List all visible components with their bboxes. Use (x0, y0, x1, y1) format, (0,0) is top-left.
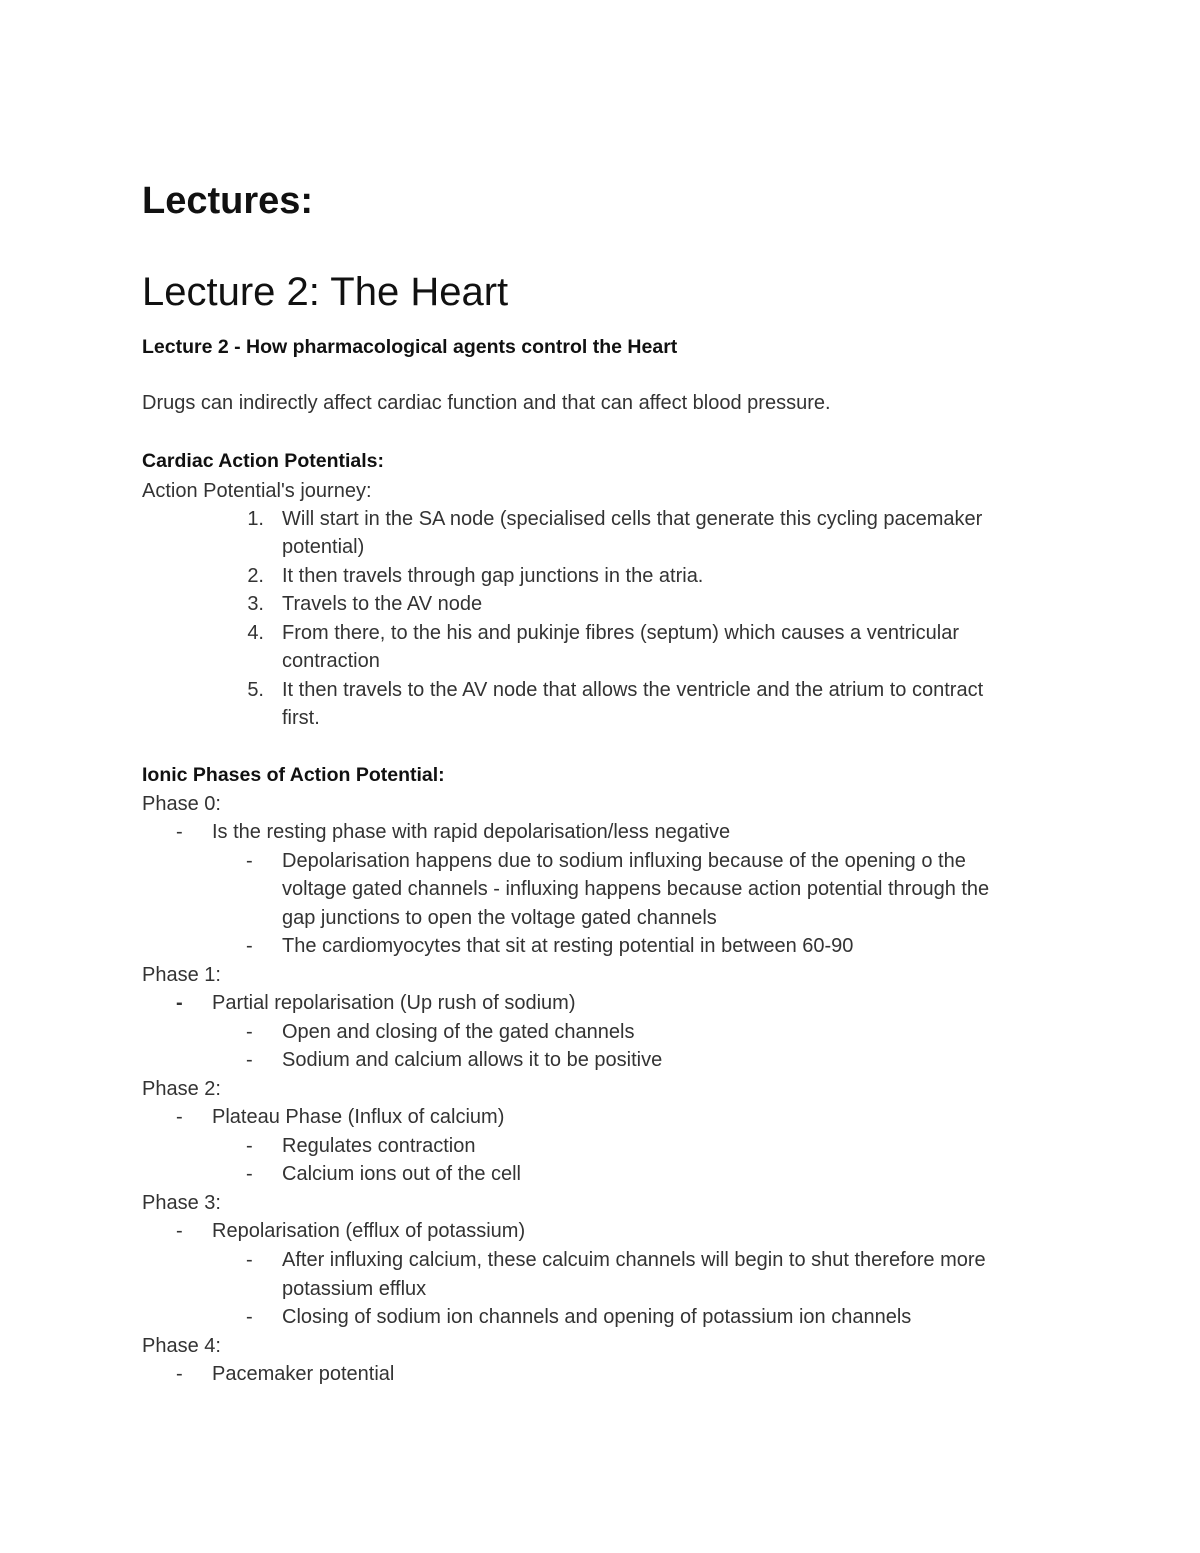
phase-bullet: Pacemaker potential (212, 1363, 395, 1385)
bullet-dash: - (176, 992, 183, 1014)
phase-label: Phase 1: (142, 964, 221, 986)
sub-bullet-dash: - (246, 1306, 253, 1328)
sub-bullet-text: Sodium and calcium allows it to be positive (282, 1049, 663, 1071)
sub-bullet-dash: - (246, 1049, 253, 1071)
sub-bullet-text: The cardiomyocytes that sit at resting potential in between 60-90 (282, 935, 854, 957)
sub-bullet-text: After influxing calcium, these calcuim channels will begin to shut therefore more (282, 1249, 986, 1271)
step-text: contraction (282, 650, 380, 672)
lecture-subtitle: Lecture 2 - How pharmacological agents control the Heart (142, 336, 678, 358)
step-number: 4. (247, 622, 264, 644)
sub-bullet-text: gap junctions to open the voltage gated channels (282, 907, 717, 929)
phase-bullet: Repolarisation (efflux of potassium) (212, 1220, 526, 1242)
bullet-dash: - (176, 1220, 183, 1242)
phase-bullet: Partial repolarisation (Up rush of sodium) (212, 992, 576, 1014)
sub-bullet-dash: - (246, 1249, 253, 1271)
ionic-heading: Ionic Phases of Action Potential: (142, 764, 445, 786)
step-text: It then travels through gap junctions in the atria. (282, 565, 704, 587)
step-text: first. (282, 707, 320, 729)
phase-label: Phase 3: (142, 1192, 221, 1214)
intro-paragraph: Drugs can indirectly affect cardiac function and that can affect blood pressure. (142, 392, 831, 414)
sub-bullet-dash: - (246, 1163, 253, 1185)
sub-bullet-dash: - (246, 1135, 253, 1157)
sub-bullet-dash: - (246, 850, 253, 872)
sub-bullet-text: Calcium ions out of the cell (282, 1163, 522, 1185)
phase-label: Phase 0: (142, 793, 221, 815)
heading-lecture-2: Lecture 2: The Heart (142, 270, 509, 314)
step-number: 1. (247, 508, 264, 530)
bullet-dash: - (176, 821, 183, 843)
heading-lectures: Lectures: (142, 180, 314, 222)
phase-bullet: Plateau Phase (Influx of calcium) (212, 1106, 505, 1128)
sub-bullet-text: Closing of sodium ion channels and opening of potassium ion channels (282, 1306, 912, 1328)
phase-bullet: Is the resting phase with rapid depolarisation/less negative (212, 821, 731, 843)
step-text: Travels to the AV node (282, 593, 483, 615)
step-text: Will start in the SA node (specialised cells that generate this cycling pacemaker (282, 508, 983, 530)
phase-label: Phase 2: (142, 1078, 221, 1100)
sub-bullet-text: Open and closing of the gated channels (282, 1021, 635, 1043)
sub-bullet-dash: - (246, 1021, 253, 1043)
sub-bullet-text: Depolarisation happens due to sodium influxing because of the opening o the (282, 850, 966, 872)
cardiac-heading: Cardiac Action Potentials: (142, 450, 384, 472)
sub-bullet-dash: - (246, 935, 253, 957)
sub-bullet-text: Regulates contraction (282, 1135, 476, 1157)
journey-label: Action Potential's journey: (142, 480, 372, 502)
bullet-dash: - (176, 1106, 183, 1128)
step-text: It then travels to the AV node that allows the ventricle and the atrium to contract (282, 679, 984, 701)
phase-label: Phase 4: (142, 1335, 221, 1357)
sub-bullet-text: potassium efflux (282, 1278, 427, 1300)
step-text: potential) (282, 536, 365, 558)
step-number: 3. (247, 593, 264, 615)
step-text: From there, to the his and pukinje fibres (septum) which causes a ventricular (282, 622, 959, 644)
bullet-dash: - (176, 1363, 183, 1385)
step-number: 2. (247, 565, 264, 587)
sub-bullet-text: voltage gated channels - influxing happens because action potential through the (282, 878, 990, 900)
step-number: 5. (247, 679, 264, 701)
